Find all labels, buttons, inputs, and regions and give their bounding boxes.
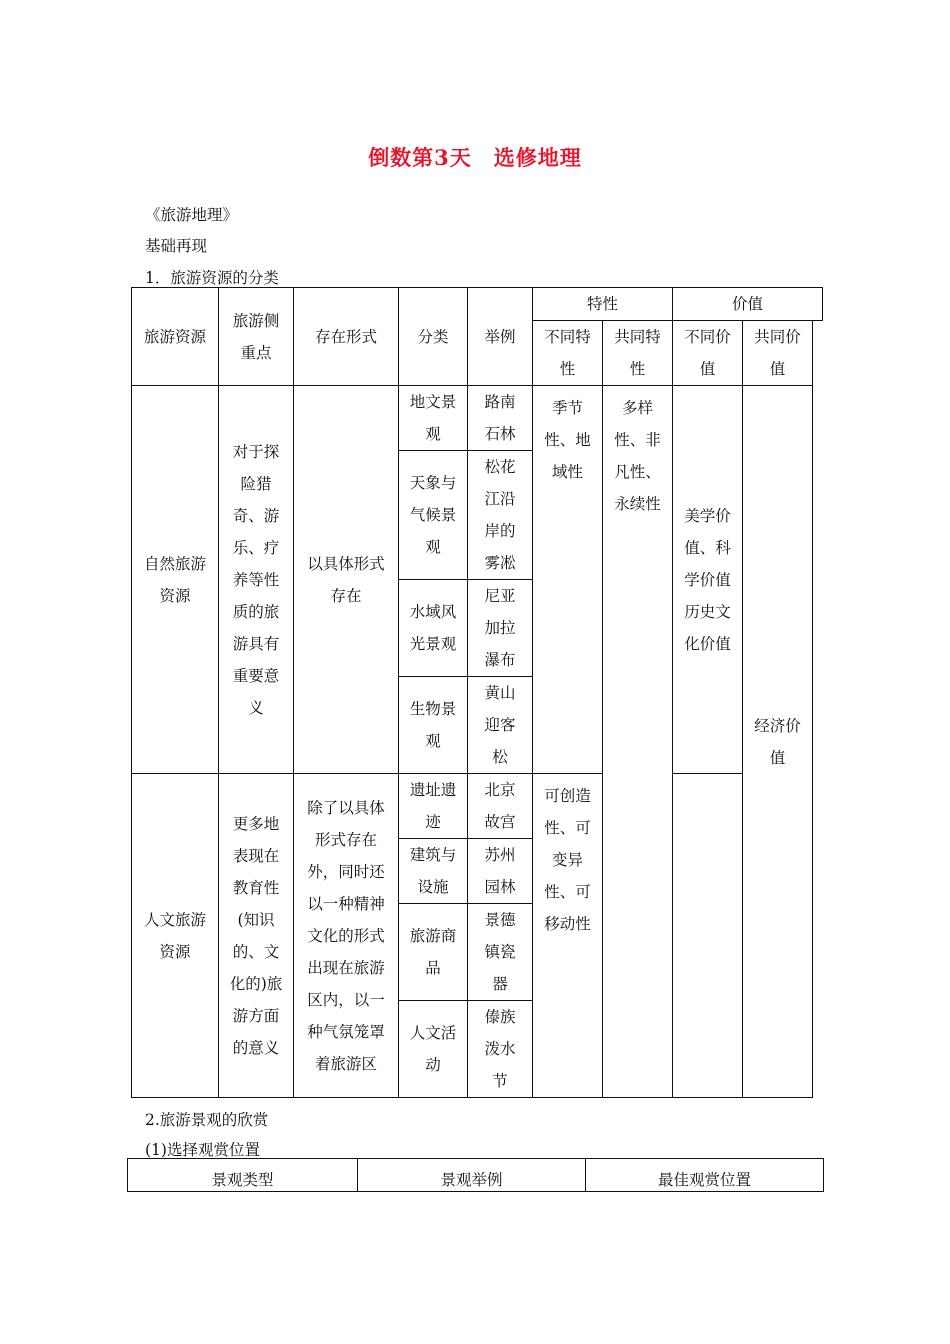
- heading-classification: 1．旅游资源的分类: [145, 269, 279, 287]
- page-title: 倒数第3天 选修地理: [368, 145, 582, 170]
- viewing-position-table: [127, 1158, 824, 1192]
- natural-diff-trait: 季节性、地域性: [533, 386, 603, 774]
- natural-example: 黄山迎客松: [468, 677, 533, 774]
- col-best-position: 最佳观赏位置: [586, 1159, 824, 1192]
- header-category: 分类: [399, 288, 468, 386]
- natural-focus: 对于探险猎奇、游乐、疗养等性质的旅游具有重要意义: [219, 386, 294, 774]
- cultural-diff-trait: 可创造性、可变异性、可移动性: [533, 774, 603, 1098]
- header-form: 存在形式: [294, 288, 399, 386]
- col-landscape-type: 景观类型: [128, 1159, 358, 1192]
- cultural-example: 景德镇瓷器: [468, 904, 533, 1001]
- heading-appreciation: 2.旅游景观的欣赏: [145, 1111, 269, 1129]
- natural-diff-value: 美学价值、科学价值历史文化价值: [673, 386, 743, 774]
- book-title: 《旅游地理》: [145, 206, 239, 224]
- natural-example: 松花江沿岸的雾凇: [468, 451, 533, 580]
- col-landscape-example: 景观举例: [358, 1159, 586, 1192]
- header-focus: 旅游侧重点: [219, 288, 294, 386]
- header-common-trait: 共同特性: [603, 321, 673, 386]
- cultural-resource-name: 人文旅游资源: [132, 774, 219, 1098]
- cultural-focus: 更多地表现在教育性(知识的、文化的)旅游方面的意义: [219, 774, 294, 1098]
- common-value: 经济价值: [743, 386, 813, 1098]
- cultural-category: 人文活动: [399, 1001, 468, 1098]
- natural-form: 以具体形式存在: [294, 386, 399, 774]
- cultural-example: 苏州园林: [468, 839, 533, 904]
- header-value: 价值: [673, 288, 823, 321]
- heading-viewing-position: (1)选择观赏位置: [145, 1141, 260, 1159]
- header-diff-value: 不同价值: [673, 321, 743, 386]
- cultural-form: 除了以具体形式存在外，同时还以一种精神文化的形式出现在旅游区内，以一种气氛笼罩着旅游区: [294, 774, 399, 1098]
- natural-category: 水域风光景观: [399, 580, 468, 677]
- header-traits: 特性: [533, 288, 673, 321]
- natural-category: 天象与气候景观: [399, 451, 468, 580]
- natural-category: 地文景观: [399, 386, 468, 451]
- common-trait: 多样性、非凡性、永续性: [603, 386, 673, 1098]
- natural-category: 生物景观: [399, 677, 468, 774]
- cultural-category: 旅游商品: [399, 904, 468, 1001]
- header-example: 举例: [468, 288, 533, 386]
- section-label: 基础再现: [145, 237, 208, 255]
- natural-resource-name: 自然旅游资源: [132, 386, 219, 774]
- cultural-example: 北京故宫: [468, 774, 533, 839]
- resource-classification-table: [131, 287, 823, 1098]
- cultural-diff-value: [673, 774, 743, 1098]
- natural-example: 尼亚加拉瀑布: [468, 580, 533, 677]
- cultural-category: 建筑与设施: [399, 839, 468, 904]
- natural-example: 路南石林: [468, 386, 533, 451]
- header-diff-trait: 不同特性: [533, 321, 603, 386]
- cultural-example: 傣族泼水节: [468, 1001, 533, 1098]
- cultural-category: 遗址遗迹: [399, 774, 468, 839]
- header-common-value: 共同价值: [743, 321, 813, 386]
- header-resource: 旅游资源: [132, 288, 219, 386]
